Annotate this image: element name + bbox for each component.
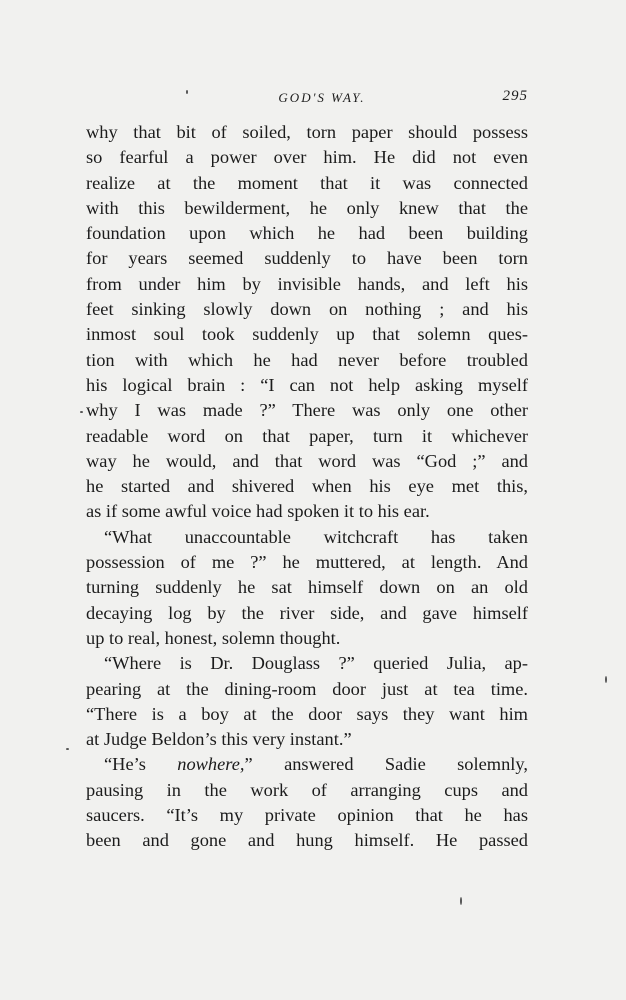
text-line: up to real, honest, solemn thought. — [86, 627, 341, 648]
text-run: “He’s — [104, 754, 178, 775]
text-line: so fearful a power over him. He did not even — [86, 147, 528, 168]
text-line: “What unaccountable witchcraft has taken — [104, 526, 528, 547]
scan-speck — [66, 748, 69, 750]
scan-speck — [460, 897, 462, 905]
text-line: “There is a boy at the door says they want him — [86, 703, 528, 724]
running-title: GOD'S WAY. — [278, 90, 366, 105]
italic-word: nowhere, — [177, 754, 245, 775]
text-run: ” answered Sadie solemnly, — [244, 754, 528, 775]
text-line: his logical brain : “I can not help asking myself — [86, 374, 528, 395]
text-line: turning suddenly he sat himself down on an old — [86, 577, 528, 598]
scan-speck — [605, 676, 607, 683]
text-line: pausing in the work of arranging cups and — [86, 779, 528, 800]
text-line: he started and shivered when his eye met this, — [86, 476, 528, 497]
scan-speck — [80, 411, 83, 413]
paragraph — [86, 120, 528, 525]
text-line: why that bit of soiled, torn paper should possess — [86, 122, 528, 142]
text-line: foundation upon which he had been building — [86, 223, 528, 244]
scan-speck — [186, 90, 188, 94]
page-number: 295 — [502, 88, 528, 104]
text-line: saucers. “It’s my private opinion that he has — [86, 805, 528, 826]
text-line: way he would, and that word was “God ;” and — [86, 450, 528, 471]
text-line: at Judge Beldon’s this very instant.” — [86, 729, 352, 750]
paragraph — [86, 752, 528, 853]
text-line: why I was made ?” There was only one other — [86, 400, 528, 421]
text-line: with this bewilderment, he only knew that the — [86, 197, 528, 218]
running-head — [86, 88, 528, 112]
text-line: “Where is Dr. Douglass ?” queried Julia, ap- — [104, 653, 528, 674]
text-line: decaying log by the river side, and gave himself — [86, 602, 528, 623]
text-line: from under him by invisible hands, and left his — [86, 273, 528, 294]
text-line: feet sinking slowly down on nothing ; and his — [86, 299, 528, 320]
body-text — [86, 120, 528, 854]
text-line: realize at the moment that it was connected — [86, 172, 528, 193]
text-line: readable word on that paper, turn it whichever — [86, 425, 528, 446]
text-line — [86, 752, 528, 777]
text-line: been and gone and hung himself. He passed — [86, 830, 528, 851]
text-line: tion with which he had never before troubled — [86, 349, 528, 370]
paragraph — [86, 651, 528, 752]
text-line: pearing at the dining-room door just at tea time. — [86, 678, 528, 699]
text-line: as if some awful voice had spoken it to his ear. — [86, 501, 430, 522]
text-line: for years seemed suddenly to have been torn — [86, 248, 528, 269]
paragraph — [86, 525, 528, 651]
text-line: inmost soul took suddenly up that solemn ques- — [86, 324, 528, 345]
text-line: possession of me ?” he muttered, at length. And — [86, 552, 528, 573]
